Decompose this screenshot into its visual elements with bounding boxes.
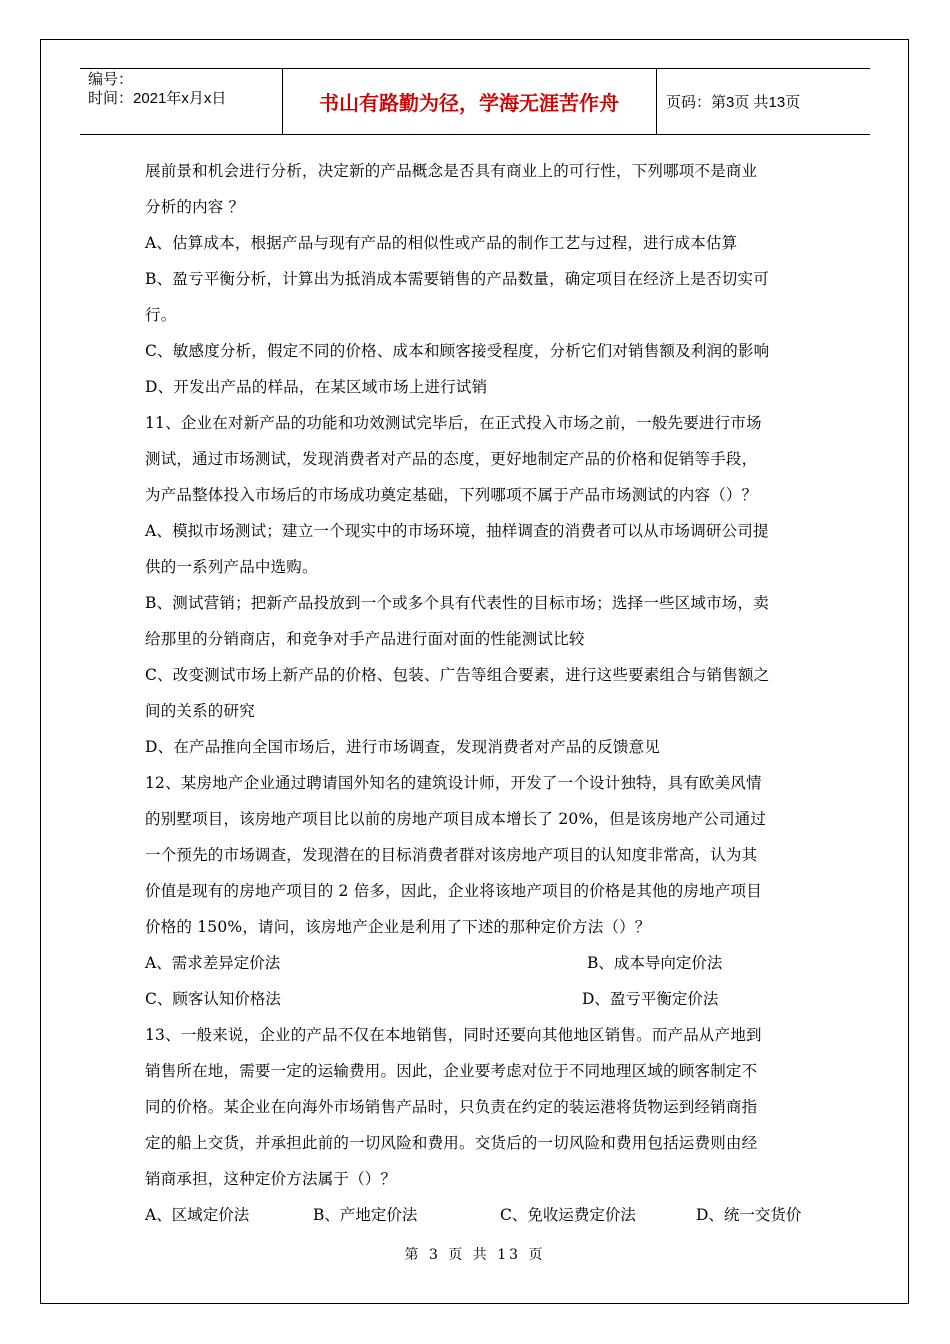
header-meta [88,70,226,108]
option-a: A、需求差异定价法 [145,954,281,972]
option-a: A、区域定价法 [145,1206,250,1224]
text-line: B、盈亏平衡分析，计算出为抵消成本需要销售的产品数量，确定项目在经济上是否切实可 [145,270,769,288]
text-line: D、开发出产品的样品，在某区域市场上进行试销 [145,378,488,396]
text-line: 定的船上交货，并承担此前的一切风险和费用。交货后的一切风险和费用包括运费则由经 [145,1134,758,1152]
text-line: C、改变测试市场上新产品的价格、包装、广告等组合要素，进行这些要素组合与销售额之 [145,666,770,684]
text-line: 测试，通过市场测试，发现消费者对产品的态度，更好地制定产品的价格和促销等手段， [145,450,758,468]
text-line: 价格的 150%，请问，该房地产企业是利用了下述的那种定价方法（）？ [145,918,651,936]
header-divider-left [282,68,283,135]
header-divider-right [656,68,657,135]
option-d: D、统一交货价 [696,1206,802,1224]
text-line: 价值是现有的房地产项目的 2 倍多，因此，企业将该地产项目的价格是其他的房地产项目 [145,882,762,900]
page-footer: 第 3 页 共 13 页 [404,1247,546,1263]
text-line: 行。 [145,306,177,324]
q12-options-row-2 [145,981,810,1017]
text-line: D、在产品推向全国市场后，进行市场调查，发现消费者对产品的反馈意见 [145,738,661,756]
text-line: 供的一系列产品中选购。 [145,558,318,576]
text-line: A、模拟市场测试；建立一个现实中的市场环境，抽样调查的消费者可以从市场调研公司提 [145,522,769,540]
date-label: 时间：2021年x月x日 [88,90,227,107]
text-line: 同的价格。某企业在向海外市场销售产品时，只负责在约定的装运港将货物运到经销商指 [145,1098,758,1116]
text-line: 的别墅项目，该房地产项目比以前的房地产项目成本增长了 20%，但是该房地产公司通过 [145,810,767,828]
text-line: 一个预先的市场调查，发现潜在的目标消费者群对该房地产项目的认知度非常高，认为其 [145,846,758,864]
text-line: 分析的内容 ？ [145,198,245,216]
q13-options-row [145,1197,810,1233]
text-line: 11、企业在对新产品的功能和功效测试完毕后，在正式投入市场之前，一般先要进行市场 [145,414,762,432]
text-line: 13、一般来说，企业的产品不仅在本地销售，同时还要向其他地区销售。而产品从产地到 [145,1026,762,1044]
motto: 书山有路勤为径，学海无涯苦作舟 [319,91,619,115]
text-line: 间的关系的研究 [145,702,255,720]
text-line: 给那里的分销商店，和竞争对手产品进行面对面的性能测试比较 [145,630,585,648]
option-c: C、免收运费定价法 [500,1206,636,1224]
text-line: B、测试营销；把新产品投放到一个或多个具有代表性的目标市场；选择一些区域市场，卖 [145,594,769,612]
option-b: B、产地定价法 [313,1206,418,1224]
document-body [145,153,810,1233]
text-line: 展前景和机会进行分析，决定新的产品概念是否具有商业上的可行性，下列哪项不是商业 [145,162,758,180]
text-line: 12、某房地产企业通过聘请国外知名的建筑设计师，开发了一个设计独特，具有欧美风情 [145,774,762,792]
option-c: C、顾客认知价格法 [145,990,281,1008]
text-line: C、敏感度分析，假定不同的价格、成本和顾客接受程度，分析它们对销售额及利润的影响 [145,342,770,360]
text-line: 销商承担，这种定价方法属于（）？ [145,1170,397,1188]
text-line: A、估算成本，根据产品与现有产品的相似性或产品的制作工艺与过程，进行成本估算 [145,234,738,252]
q12-options-row-1 [145,945,810,981]
option-b: B、成本导向定价法 [587,954,723,972]
text-line: 为产品整体投入市场后的市场成功奠定基础，下列哪项不属于产品市场测试的内容（）？ [145,486,758,504]
page-label: 页码：第3页 共13页 [666,94,801,111]
document-header [80,68,870,136]
option-d: D、盈亏平衡定价法 [582,990,719,1008]
number-label: 编号： [88,71,134,88]
text-line: 销售所在地，需要一定的运输费用。因此，企业要考虑对位于不同地理区域的顾客制定不 [145,1062,758,1080]
